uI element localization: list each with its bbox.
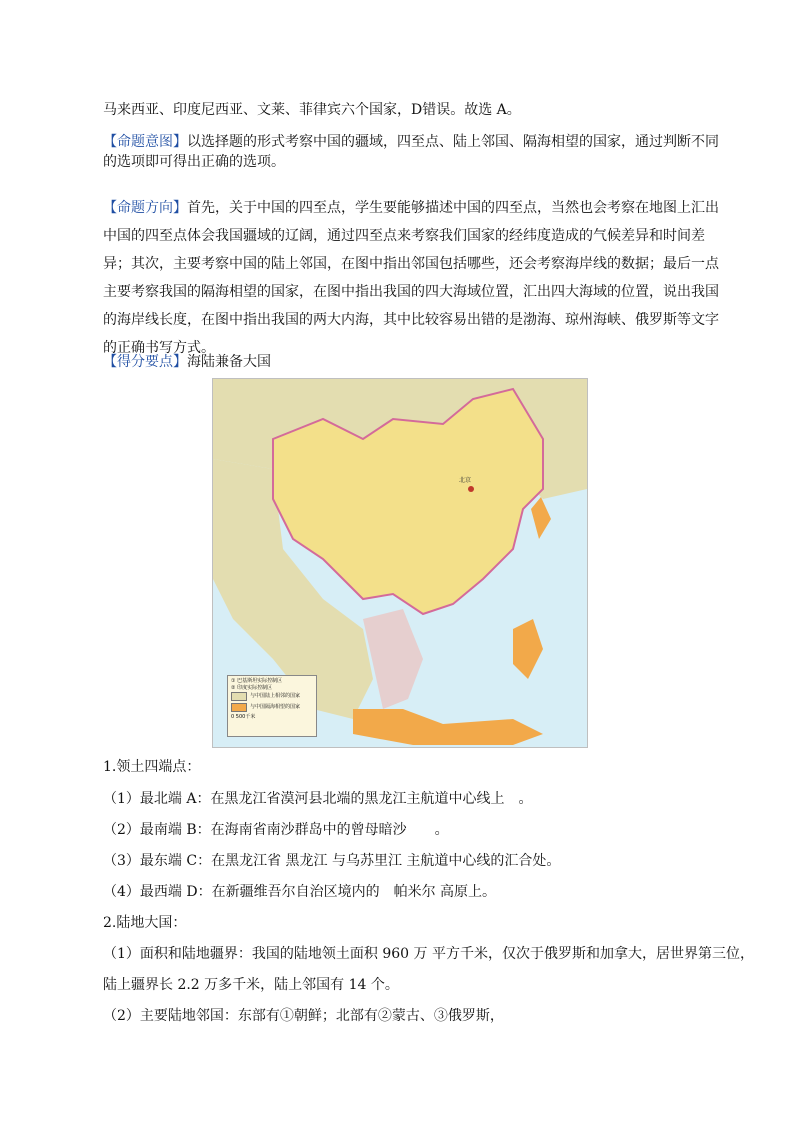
legend-item-2: ② 印度实际控制区 [231, 685, 273, 691]
beijing-label: 北京 [459, 477, 472, 484]
points-tag: 【得分要点】 [103, 354, 187, 370]
section1-title: 1.领土四端点： [103, 759, 201, 775]
legend-row-sea [231, 703, 313, 712]
sea-neighbor-swatch [231, 703, 247, 712]
section1-item-2: （2）最南端 B：在海南省南沙群岛中的曾母暗沙 。 [103, 822, 449, 838]
points-line [103, 352, 723, 372]
intent-paragraph [103, 132, 723, 172]
legend-item-1: ① 巴基斯坦实际控制区 [231, 678, 283, 684]
section2-item1-line2: 陆上疆界长 2.2 万多千米，陆上邻国有 14 个。 [103, 977, 399, 993]
intent-text: 以选择题的形式考察中国的疆域，四至点、陆上邻国、隔海相望的国家，通过判断不同的选项即可得出正确的选项。 [103, 134, 719, 170]
points-text: 海陆兼备大国 [187, 354, 271, 370]
section2-item2: （2）主要陆地邻国：东部有①朝鲜；北部有②蒙古、③俄罗斯， [103, 1008, 504, 1024]
china-territory-map [212, 378, 588, 748]
legend-scale: 0 500千米 [231, 714, 256, 720]
legend-item-3: 与中国陆上相邻的国家 [250, 693, 301, 699]
legend-item-4: 与中国隔海相望的国家 [250, 704, 301, 710]
section2-item1-line1: （1）面积和陆地疆界：我国的陆地领土面积 960 万 平方千米，仅次于俄罗斯和加拿大，居世界第三位， [103, 946, 754, 962]
direction-text: 首先，关于中国的四至点，学生要能够描述中国的四至点，当然也会考察在地图上汇出中国的四至点体会我国疆域的辽阔，通过四至点来考察我们国家的经纬度造成的气候差异和时间差异；其次，主要考察中国的陆上邻国，在图中指出邻国包括哪些，还会考察海岸线的数据；最后一点主要考察我国的隔海相望的国家，在图中指出我国的四大海域位置，汇出四大海域的位置，说出我国的海岸线长度，在图中指出我国的两大内海，其中比较容易出错的是渤海、琼州海峡、俄罗斯等文字的正确书写方式。 [103, 200, 719, 356]
direction-paragraph [103, 194, 723, 362]
land-neighbor-swatch [231, 692, 247, 701]
map-legend [227, 675, 317, 737]
beijing-marker [468, 486, 474, 492]
text-line: 马来西亚、印度尼西亚、文莱、菲律宾六个国家，D错误。故选 A。 [103, 102, 521, 118]
section1-item-3: （3）最东端 C：在黑龙江省 黑龙江 与乌苏里江 主航道中心线的汇合处。 [103, 853, 561, 869]
section1-item-4: （4）最西端 D：在新疆维吾尔自治区境内的 帕米尔 高原上。 [103, 884, 497, 900]
section2-title: 2.陆地大国： [103, 915, 187, 931]
intent-tag: 【命题意图】 [103, 134, 187, 150]
legend-row-land [231, 692, 313, 701]
section1-item-1: （1）最北端 A：在黑龙江省漠河县北端的黑龙江主航道中心线上 。 [103, 791, 533, 807]
direction-tag: 【命题方向】 [103, 200, 187, 216]
